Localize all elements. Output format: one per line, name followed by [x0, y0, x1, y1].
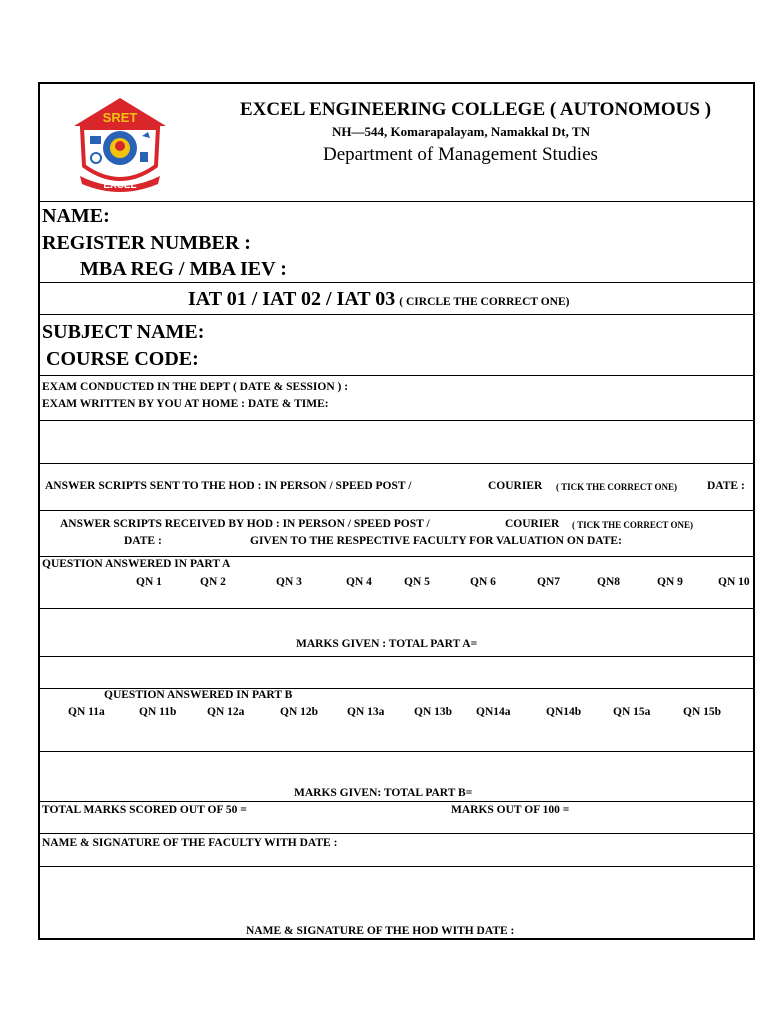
hod-signature-label: NAME & SIGNATURE OF THE HOD WITH DATE : — [246, 925, 515, 937]
part-a-question: QN8 — [597, 576, 620, 588]
exam-info-row — [40, 376, 753, 421]
part-b-question: QN14b — [546, 706, 582, 718]
scripts-sent-row — [40, 464, 753, 511]
exam-written-label: EXAM WRITTEN BY YOU AT HOME : DATE & TIME: — [42, 398, 329, 410]
part-b-marks-row — [40, 752, 753, 802]
scripts-received-row — [40, 511, 753, 557]
part-a-question: QN 6 — [470, 576, 496, 588]
part-a-question: QN 3 — [276, 576, 302, 588]
part-b-question: QN 15b — [683, 706, 722, 718]
scripts-sent-tick-note: ( TICK THE CORRECT ONE) — [556, 482, 678, 492]
college-address: NH—544, Komarapalayam, Namakkal Dt, TN — [332, 124, 590, 139]
program-label: MBA REG / MBA IEV : — [80, 258, 287, 280]
part-a-marks-label: MARKS GIVEN : TOTAL PART A= — [296, 638, 478, 650]
scripts-received-courier: COURIER — [505, 518, 560, 530]
logo-top-text: SRET — [102, 110, 138, 125]
logo-bottom-text: EXCEL — [103, 180, 137, 191]
exam-cover-sheet — [38, 82, 755, 940]
blank-row — [40, 657, 753, 689]
iat-note: ( CIRCLE THE CORRECT ONE) — [399, 296, 570, 308]
part-b-heading: QUESTION ANSWERED IN PART B — [104, 689, 293, 701]
part-b-question: QN 12b — [280, 706, 319, 718]
part-b-question: QN 11b — [139, 706, 177, 718]
part-b-question: QN 12a — [207, 706, 245, 718]
total-out-of-50-label: TOTAL MARKS SCORED OUT OF 50 = — [42, 804, 247, 816]
part-b-marks-label: MARKS GIVEN: TOTAL PART B= — [294, 787, 473, 799]
student-details-row — [40, 202, 753, 283]
part-a-question: QN 2 — [200, 576, 226, 588]
exam-conducted-label: EXAM CONDUCTED IN THE DEPT ( DATE & SESSION ) : — [42, 381, 349, 393]
scripts-received-tick-note: ( TICK THE CORRECT ONE) — [572, 520, 694, 530]
part-a-heading: QUESTION ANSWERED IN PART A — [42, 558, 231, 570]
college-name: EXCEL ENGINEERING COLLEGE ( AUTONOMOUS ) — [240, 99, 712, 120]
subject-name-label: SUBJECT NAME: — [42, 321, 205, 343]
college-logo — [70, 96, 170, 194]
blank-row — [40, 421, 753, 464]
part-a-question: QN 10 — [718, 576, 750, 588]
name-label: NAME: — [42, 205, 110, 227]
part-a-question: QN 1 — [136, 576, 162, 588]
part-b-question: QN 13a — [347, 706, 385, 718]
part-b-question: QN14a — [476, 706, 511, 718]
part-b-question: QN 11a — [68, 706, 105, 718]
scripts-received-date: DATE : — [124, 535, 162, 547]
hod-signature-row — [40, 867, 753, 938]
iat-row — [40, 283, 753, 315]
iat-selection — [188, 288, 569, 311]
faculty-signature-row — [40, 834, 753, 867]
part-b-question: QN 15a — [613, 706, 651, 718]
part-a-question: QN 5 — [404, 576, 430, 588]
subject-row — [40, 315, 753, 376]
faculty-signature-label: NAME & SIGNATURE OF THE FACULTY WITH DATE : — [42, 837, 338, 849]
iat-label: IAT 01 / IAT 02 / IAT 03 — [188, 288, 396, 310]
given-to-faculty-label: GIVEN TO THE RESPECTIVE FACULTY FOR VALUATION ON DATE: — [250, 535, 622, 547]
part-a-question: QN 9 — [657, 576, 683, 588]
total-out-of-100-label: MARKS OUT OF 100 = — [451, 804, 570, 816]
scripts-received-label: ANSWER SCRIPTS RECEIVED BY HOD : IN PERSON / SPEED POST / — [60, 518, 430, 530]
part-a-question: QN 4 — [346, 576, 372, 588]
part-a-questions-row — [40, 557, 753, 609]
scripts-sent-label: ANSWER SCRIPTS SENT TO THE HOD : IN PERSON / SPEED POST / — [45, 480, 412, 492]
part-a-marks-row — [40, 609, 753, 657]
scripts-sent-date: DATE : — [707, 480, 745, 492]
header-row — [40, 84, 753, 202]
part-b-question: QN 13b — [414, 706, 453, 718]
course-code-label: COURSE CODE: — [46, 348, 199, 370]
totals-row — [40, 802, 753, 834]
department-name: Department of Management Studies — [323, 144, 598, 165]
part-b-questions-row — [40, 689, 753, 752]
part-a-question: QN7 — [537, 576, 560, 588]
scripts-sent-courier: COURIER — [488, 480, 543, 492]
register-number-label: REGISTER NUMBER : — [42, 232, 251, 254]
